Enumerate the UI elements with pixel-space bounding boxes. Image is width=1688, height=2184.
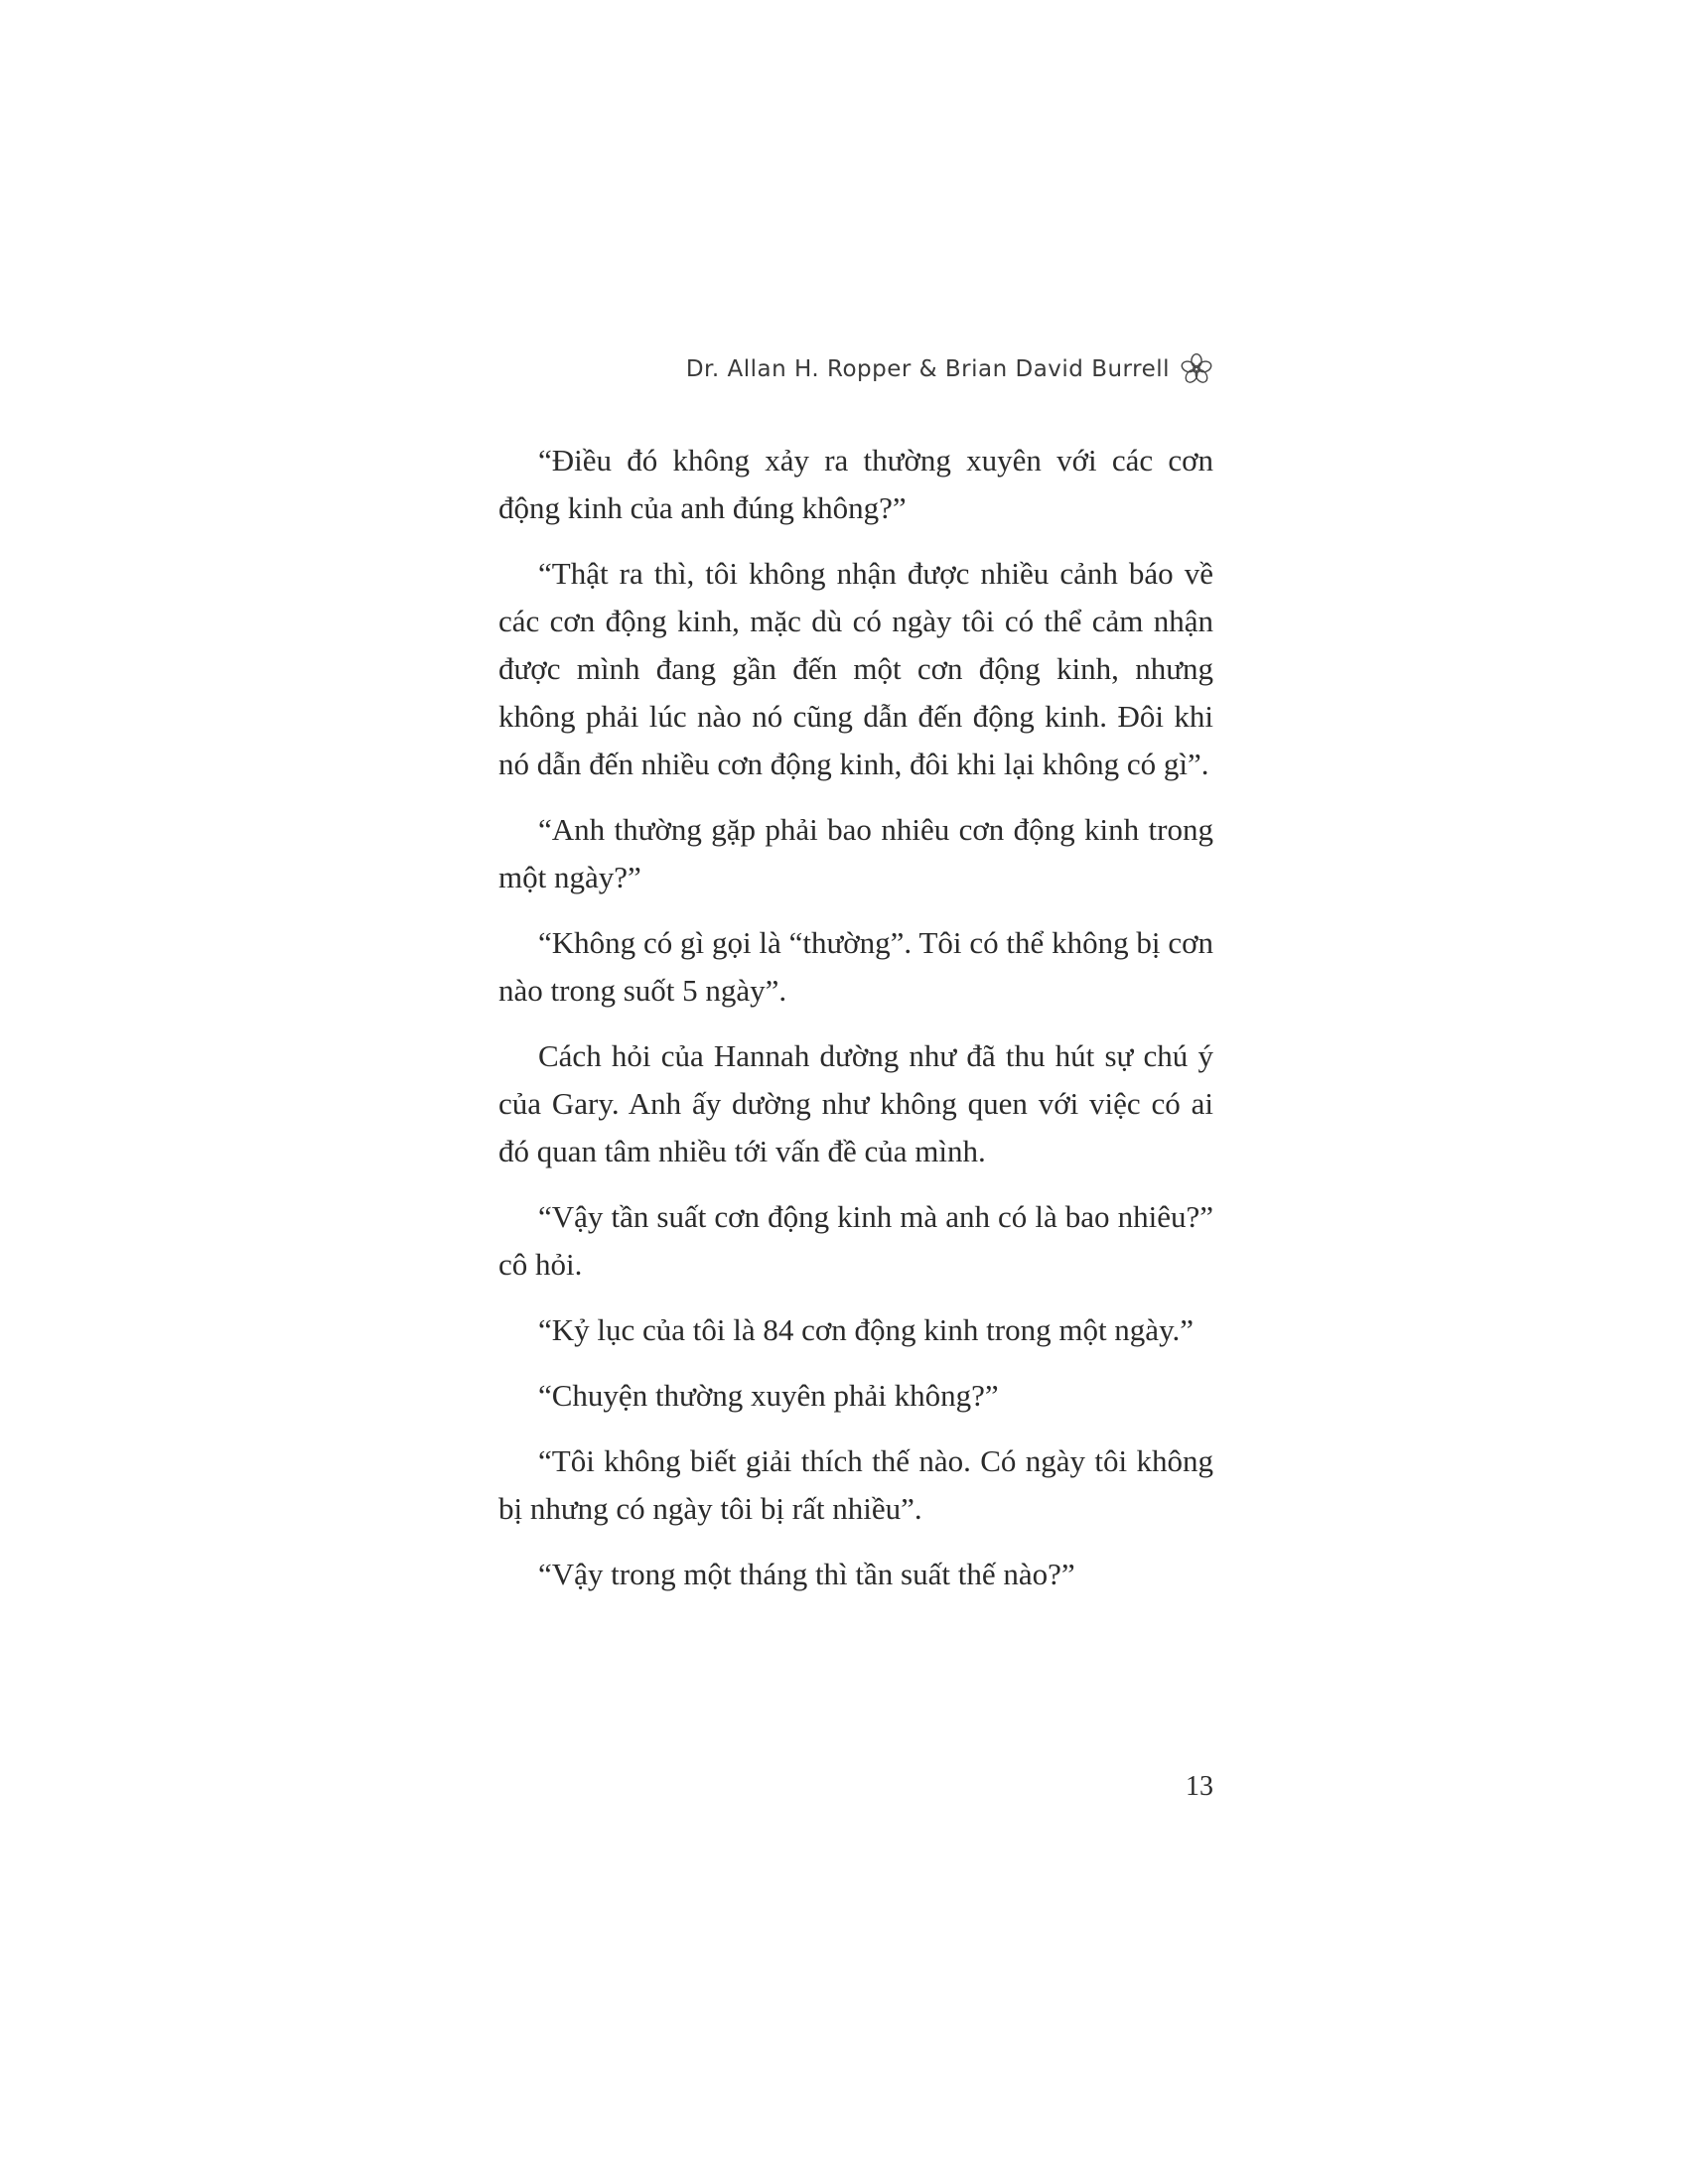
body-text (498, 437, 1213, 1616)
paragraph-1: “Điều đó không xảy ra thường xuyên với các cơn động kinh của anh đúng không?” (498, 443, 1213, 525)
paragraph-9: “Tôi không biết giải thích thế nào. Có ngày tôi không bị nhưng có ngày tôi bị rất nhiều”. (498, 1443, 1213, 1526)
paragraph-8: “Chuyện thường xuyên phải không?” (538, 1378, 999, 1413)
paragraph-6: “Vậy tần suất cơn động kinh mà anh có là bao nhiêu?” cô hỏi. (498, 1199, 1213, 1282)
page-number: 13 (1186, 1771, 1213, 1802)
paragraph-7: “Kỷ lục của tôi là 84 cơn động kinh trong một ngày.” (538, 1312, 1195, 1347)
paragraph-5: Cách hỏi của Hannah dường như đã thu hút sự chú ý của Gary. Anh ấy dường như không quen với việc có ai đó quan tâm nhiều tới vấn đề của mình. (498, 1038, 1213, 1168)
header-authors: Dr. Allan H. Ropper & Brian David Burrell (685, 356, 1170, 382)
paragraph-10: “Vậy trong một tháng thì tần suất thế nào?” (538, 1557, 1075, 1591)
flower-ornament-icon (1180, 352, 1213, 386)
paragraph-4: “Không có gì gọi là “thường”. Tôi có thể không bị cơn nào trong suốt 5 ngày”. (498, 925, 1213, 1008)
paragraph-3: “Anh thường gặp phải bao nhiêu cơn động kinh trong một ngày?” (498, 812, 1213, 894)
running-header (686, 352, 1213, 386)
paragraph-2: “Thật ra thì, tôi không nhận được nhiều cảnh báo về các cơn động kinh, mặc dù có ngày tôi có thể cảm nhận được mình đang gần đến một cơn động kinh, nhưng không phải lúc nào nó cũng dẫn đến động kinh. Đôi khi nó dẫn đến nhiều cơn động kinh, đôi khi lại không có gì”. (498, 556, 1213, 781)
